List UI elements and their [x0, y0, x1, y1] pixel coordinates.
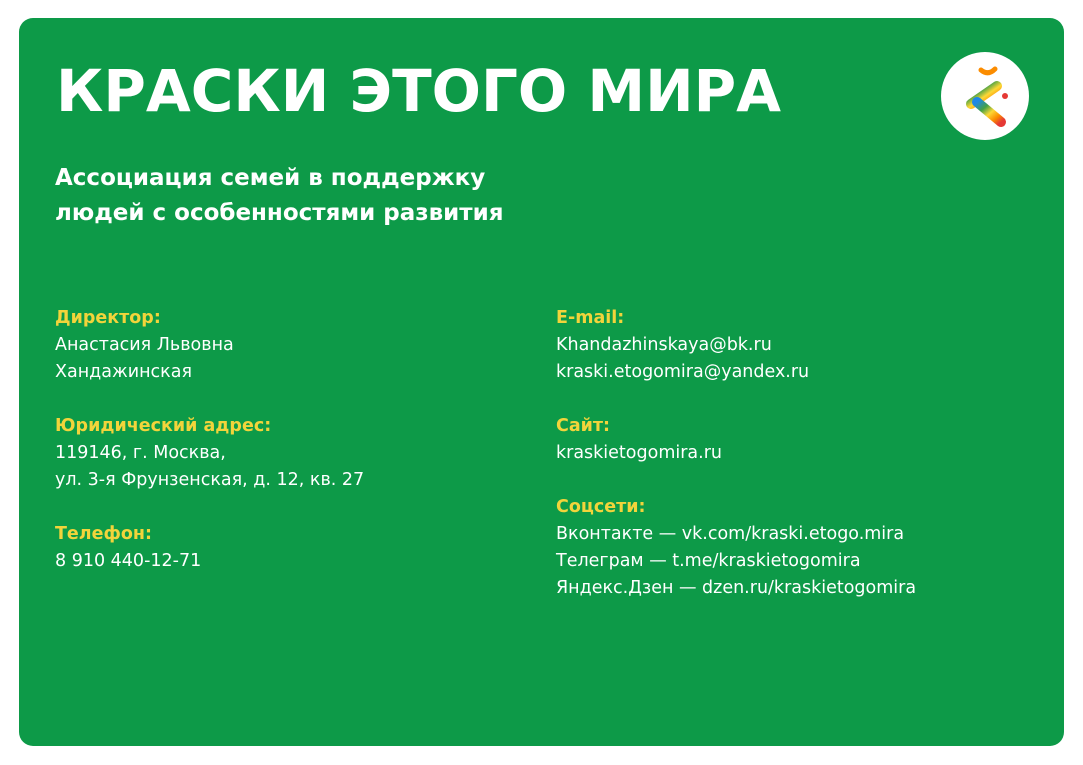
phone-block [55, 521, 364, 575]
social-block [556, 494, 916, 602]
site-label: Сайт: [556, 416, 611, 436]
site-block [556, 413, 916, 467]
address-label: Юридический адрес: [55, 416, 272, 436]
subtitle [55, 161, 504, 231]
subtitle-line-1: Ассоциация семей в поддержку [55, 165, 486, 191]
right-column [556, 305, 916, 629]
contact-card [19, 18, 1064, 746]
email-link-1[interactable]: Khandazhinskaya@bk.ru [556, 335, 772, 355]
social-link-vk[interactable]: Вконтакте — vk.com/kraski.etogo.mira [556, 524, 905, 544]
address-block [55, 413, 364, 494]
brand-logo [941, 52, 1029, 140]
phone-number[interactable]: 8 910 440-12-71 [55, 551, 202, 571]
email-link-2[interactable]: kraski.etogomira@yandex.ru [556, 362, 810, 382]
left-column [55, 305, 364, 602]
director-name-line-1: Анастасия Львовна [55, 335, 234, 355]
brand-title: КРАСКИ ЭТОГО МИРА [56, 57, 782, 125]
subtitle-line-2: людей с особенностями развития [55, 200, 504, 226]
social-link-telegram[interactable]: Телеграм — t.me/kraskietogomira [556, 551, 861, 571]
director-label: Директор: [55, 308, 161, 328]
email-label: E-mail: [556, 308, 625, 328]
address-line-2: ул. 3-я Фрунзенская, д. 12, кв. 27 [55, 470, 365, 490]
director-block [55, 305, 364, 386]
email-block [556, 305, 916, 386]
address-line-1: 119146, г. Москва, [55, 443, 226, 463]
social-label: Соцсети: [556, 497, 646, 517]
phone-label: Телефон: [55, 524, 152, 544]
brand-logo-icon [941, 52, 1029, 140]
site-link[interactable]: kraskietogomira.ru [556, 443, 722, 463]
social-link-dzen[interactable]: Яндекс.Дзен — dzen.ru/kraskietogomira [556, 578, 917, 598]
director-name-line-2: Хандажинская [55, 362, 193, 382]
